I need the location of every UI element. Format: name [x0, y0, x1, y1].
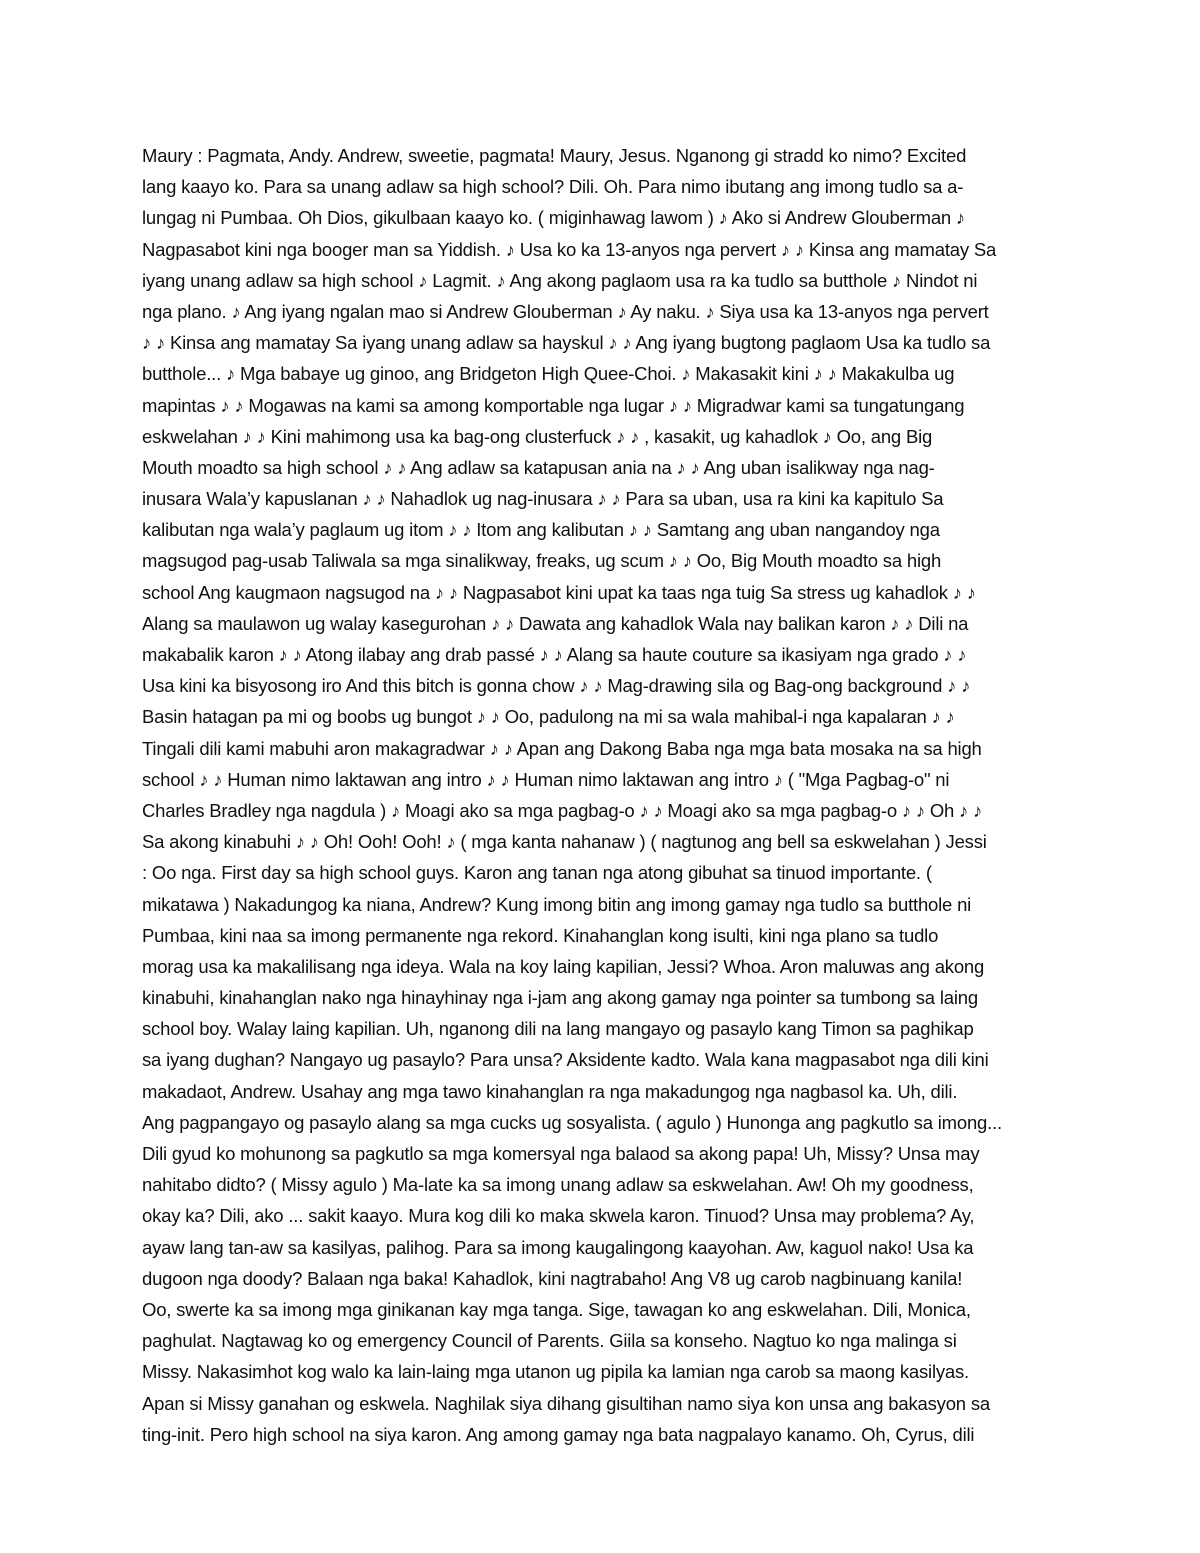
text-line: eskwelahan ♪ ♪ Kini mahimong usa ka bag-ong clusterfuck ♪ ♪ , kasakit, ug kahadlok ♪ Oo, ang Big [142, 425, 933, 447]
text-line: school boy. Walay laing kapilian. Uh, nganong dili na lang mangayo og pasaylo kang Timon sa paghikap [142, 1018, 974, 1040]
text-line: lang kaayo ko. Para sa unang adlaw sa high school? Dili. Oh. Para nimo ibutang ang imong tudlo sa a- [142, 176, 964, 198]
text-line: ayaw lang tan-aw sa kasilyas, palihog. Para sa imong kaugalingong kaayohan. Aw, kaguol nako! Usa ka [142, 1236, 974, 1258]
text-line: school ♪ ♪ Human nimo laktawan ang intro ♪ ♪ Human nimo laktawan ang intro ♪ ( "Mga Pagbag-o" ni [142, 768, 950, 790]
text-line: Apan si Missy ganahan og eskwela. Naghilak siya dihang gisultihan namo siya kon unsa ang bakasyon sa [142, 1392, 990, 1414]
text-line: mikatawa ) Nakadungog ka niana, Andrew? Kung imong bitin ang imong gamay nga tudlo sa butthole ni [142, 893, 972, 915]
text-line: Ang pagpangayo og pasaylo alang sa mga cucks ug sosyalista. ( agulo ) Hunonga ang pagkutlo sa imong... [142, 1111, 1002, 1133]
text-line: mapintas ♪ ♪ Mogawas na kami sa among komportable nga lugar ♪ ♪ Migradwar kami sa tungatungang [142, 394, 965, 416]
text-line: school Ang kaugmaon nagsugod na ♪ ♪ Nagpasabot kini upat ka taas nga tuig Sa stress ug kahadlok ♪ ♪ [142, 581, 976, 603]
text-line: butthole... ♪ Mga babaye ug ginoo, ang Bridgeton High Quee-Choi. ♪ Makasakit kini ♪ ♪ Makakulba ug [142, 363, 955, 385]
text-line: : Oo nga. First day sa high school guys. Karon ang tanan nga atong gibuhat sa tinuod importante. ( [142, 862, 932, 884]
text-line: magsugod pag-usab Taliwala sa mga sinalikway, freaks, ug scum ♪ ♪ Oo, Big Mouth moadto sa high [142, 550, 942, 572]
text-line: nga plano. ♪ Ang iyang ngalan mao si Andrew Glouberman ♪ Ay naku. ♪ Siya usa ka 13-anyos nga pervert [142, 300, 989, 322]
text-line: makabalik karon ♪ ♪ Atong ilabay ang drab passé ♪ ♪ Alang sa haute couture sa ikasiyam nga grado ♪ ♪ [142, 644, 967, 665]
text-line: Sa akong kinabuhi ♪ ♪ Oh! Ooh! Ooh! ♪ ( mga kanta nahanaw ) ( nagtunog ang bell sa eskwelahan ) Jessi [142, 831, 987, 853]
text-line: okay ka? Dili, ako ... sakit kaayo. Mura kog dili ko maka skwela karon. Tinuod? Unsa may problema? Ay, [142, 1205, 975, 1227]
body-text [142, 140, 1062, 1450]
text-line: kalibutan nga wala’y paglaum ug itom ♪ ♪ Itom ang kalibutan ♪ ♪ Samtang ang uban nangandoy nga [142, 519, 940, 541]
text-line: Pumbaa, kini naa sa imong permanente nga rekord. Kinahanglan kong isulti, kini nga plano sa tudlo [142, 924, 939, 946]
text-line: Missy. Nakasimhot kog walo ka lain-laing mga utanon ug pipila ka lamian nga carob sa maong kasilyas. [142, 1361, 969, 1383]
text-line: Nagpasabot kini nga booger man sa Yiddish. ♪ Usa ko ka 13-anyos nga pervert ♪ ♪ Kinsa ang mamatay Sa [142, 238, 997, 260]
text-line: kinabuhi, kinahanglan nako nga hinayhinay nga i-jam ang akong gamay nga pointer sa tumbong sa laing [142, 987, 978, 1009]
text-line: dugoon nga doody? Balaan nga baka! Kahadlok, kini nagtrabaho! Ang V8 ug carob nagbinuang kanila! [142, 1267, 963, 1289]
text-line: Oo, swerte ka sa imong mga ginikanan kay mga tanga. Sige, tawagan ko ang eskwelahan. Dili, Monica, [142, 1298, 971, 1320]
text-line: sa iyang dughan? Nangayo ug pasaylo? Para unsa? Aksidente kadto. Wala kana magpasabot nga dili kini [142, 1049, 989, 1071]
text-line: Dili gyud ko mohunong sa pagkutlo sa mga komersyal nga balaod sa akong papa! Uh, Missy? Unsa may [142, 1143, 980, 1164]
text-line: paghulat. Nagtawag ko og emergency Council of Parents. Giila sa konseho. Nagtuo ko nga malinga si [142, 1330, 957, 1352]
text-line: nahitabo didto? ( Missy agulo ) Ma-late ka sa imong unang adlaw sa eskwelahan. Aw! Oh my goodness, [142, 1174, 974, 1196]
text-line: Basin hatagan pa mi og boobs ug bungot ♪ ♪ Oo, padulong na mi sa wala mahibal-i nga kapalaran ♪ ♪ [142, 706, 955, 728]
text-line: ting-init. Pero high school na siya karon. Ang among gamay nga bata nagpalayo kanamo. Oh, Cyrus, dili [142, 1423, 975, 1445]
text-line: Usa kini ka bisyosong iro And this bitch is gonna chow ♪ ♪ Mag-drawing sila og Bag-ong background ♪ ♪ [142, 675, 971, 697]
text-line: Mouth moadto sa high school ♪ ♪ Ang adlaw sa katapusan ania na ♪ ♪ Ang uban isalikway nga nag- [142, 456, 935, 478]
text-line: makadaot, Andrew. Usahay ang mga tawo kinahanglan ra nga makadungog nga nagbasol ka. Uh, dili. [142, 1080, 958, 1102]
text-line: inusara Wala’y kapuslanan ♪ ♪ Nahadlok ug nag-inusara ♪ ♪ Para sa uban, usa ra kini ka kapitulo Sa [142, 488, 944, 510]
text-line: ♪ ♪ Kinsa ang mamatay Sa iyang unang adlaw sa hayskul ♪ ♪ Ang iyang bugtong paglaom Usa ka tudlo sa [142, 332, 991, 354]
text-line: lungag ni Pumbaa. Oh Dios, gikulbaan kaayo ko. ( miginhawag lawom ) ♪ Ako si Andrew Glouberman ♪ [142, 207, 965, 229]
text-line: Tingali dili kami mabuhi aron makagradwar ♪ ♪ Apan ang Dakong Baba nga mga bata mosaka na sa high [142, 737, 982, 759]
text-line: iyang unang adlaw sa high school ♪ Lagmit. ♪ Ang akong paglaom usa ra ka tudlo sa butthole ♪ Nindot ni [142, 269, 978, 291]
text-line: Charles Bradley nga nagdula ) ♪ Moagi ako sa mga pagbag-o ♪ ♪ Moagi ako sa mga pagbag-o ♪ ♪ Oh ♪ ♪ [142, 799, 983, 821]
text-line: Maury : Pagmata, Andy. Andrew, sweetie, pagmata! Maury, Jesus. Nganong gi stradd ko nimo? Excited [142, 145, 967, 166]
text-line: Alang sa maulawon ug walay kasegurohan ♪ ♪ Dawata ang kahadlok Wala nay balikan karon ♪ ♪ Dili na [142, 612, 969, 634]
text-line: morag usa ka makalilisang nga ideya. Wala na koy laing kapilian, Jessi? Whoa. Aron maluwas ang akong [142, 955, 985, 977]
